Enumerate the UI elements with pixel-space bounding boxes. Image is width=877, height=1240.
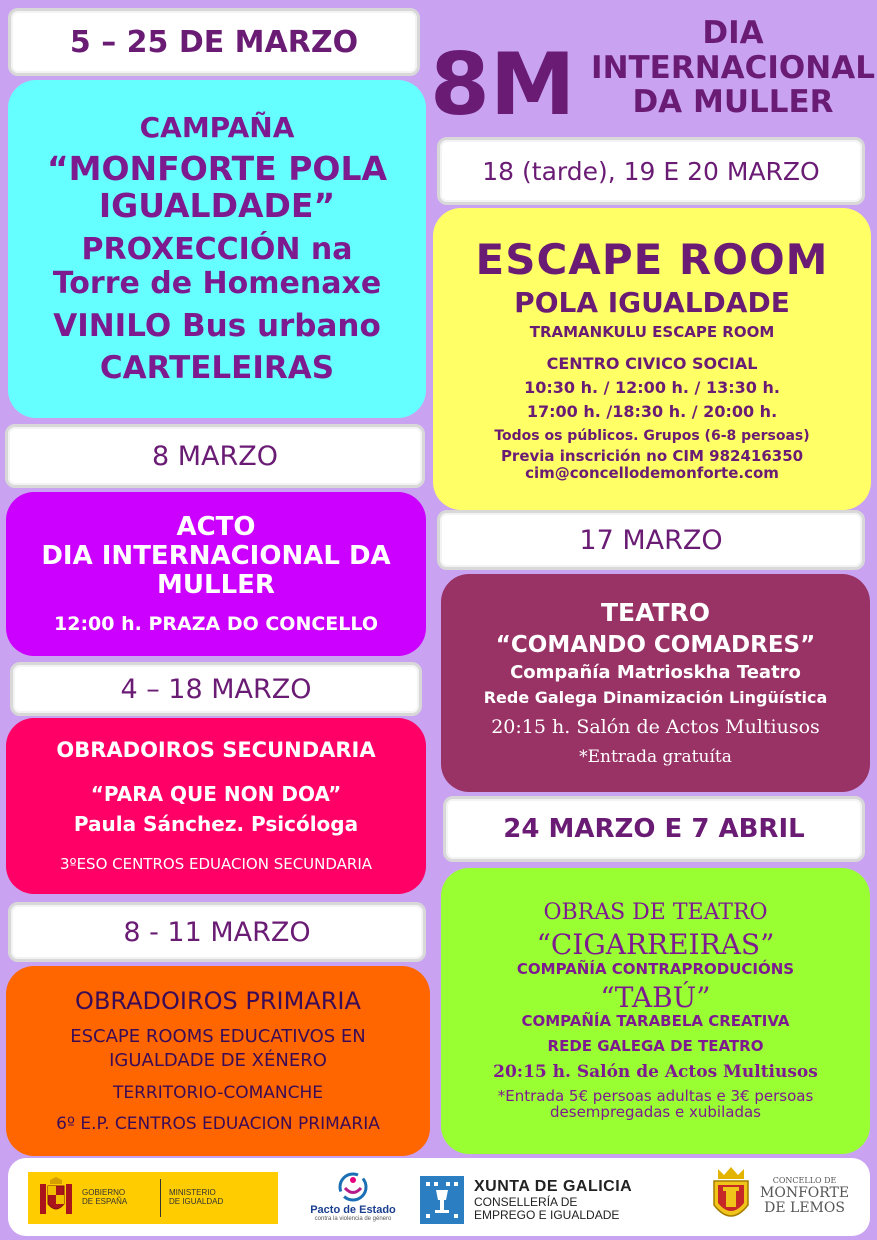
campaign-line: VINILO Bus urbano	[53, 307, 381, 344]
concello-text: CONCELLO DE	[772, 1175, 837, 1185]
escape-subtitle: POLA IGUALDADE	[514, 285, 790, 319]
ministry-text: DE IGUALDAD	[169, 1197, 224, 1206]
teatro-line: Rede Galega Dinamización Lingüística	[483, 687, 828, 707]
teatro-line: TEATRO	[600, 597, 711, 627]
concello-logo	[708, 1164, 868, 1230]
xunta-logo	[420, 1174, 680, 1226]
campaign-line: Torre de Homenaxe	[52, 265, 382, 301]
pacto-emblem-icon	[298, 1170, 408, 1204]
obras-line: “CIGARREIRAS”	[536, 928, 775, 962]
footer-logos	[8, 1158, 870, 1236]
escape-line: Previa inscrición no CIM 982416350	[500, 447, 804, 466]
secundaria-date: 4 – 18 MARZO	[10, 662, 422, 716]
primaria-line: OBRADOIROS PRIMARIA	[75, 987, 361, 1016]
gobierno-logo	[28, 1172, 278, 1224]
xunta-dept: EMPREGO E IGUALDADE	[474, 1207, 620, 1222]
concello-text: MONFORTE	[760, 1184, 850, 1201]
escape-line: cim@concellodemonforte.com	[525, 464, 779, 483]
header-title-line: DIA	[702, 15, 764, 51]
acto-line: DIA INTERNACIONAL DA	[41, 540, 391, 571]
escape-date: 18 (tarde), 19 E 20 MARZO	[437, 137, 865, 205]
campaign-line: CARTELEIRAS	[99, 350, 335, 387]
gov-text: GOBIERNO	[82, 1188, 126, 1198]
secundaria-line: 3ºESO CENTROS EDUACION SECUNDARIA	[59, 854, 373, 873]
primaria-date: 8 - 11 MARZO	[8, 902, 426, 962]
obras-card	[441, 868, 870, 1154]
escape-line: Todos os públicos. Grupos (6-8 persoas)	[494, 427, 810, 444]
campaign-line: IGUALDADE”	[98, 186, 336, 226]
header-title-line: DA MULLER	[632, 84, 834, 121]
campaign-line: PROXECCIÓN na	[81, 232, 353, 268]
obras-line: 20:15 h. Salón de Actos Multiusos	[493, 1061, 818, 1082]
escape-card	[433, 208, 871, 510]
primaria-line: IGUALDADE DE XÉNERO	[109, 1050, 327, 1072]
campaign-card	[8, 80, 426, 418]
obras-line: OBRAS DE TEATRO	[543, 899, 768, 925]
header-8m: 8M	[430, 35, 576, 135]
escape-line: 17:00 h. /18:30 h. / 20:00 h.	[526, 401, 778, 421]
teatro-line: *Entrada gratuíta	[579, 747, 732, 768]
obras-line: *Entrada 5€ persoas adultas e 3€ persoas	[497, 1086, 814, 1105]
teatro-card	[441, 574, 870, 792]
campaign-line: “MONFORTE POLA	[46, 149, 388, 189]
obras-line: desempregadas e xubiladas	[550, 1103, 761, 1122]
pacto-title: Pacto de Estado	[310, 1204, 396, 1216]
xunta-dept: CONSELLERÍA DE	[474, 1194, 578, 1209]
escape-line: 10:30 h. / 12:00 h. / 13:30 h.	[524, 378, 780, 397]
secundaria-line: OBRADOIROS SECUNDARIA	[56, 738, 376, 763]
escape-line: TRAMANKULU ESCAPE ROOM	[529, 323, 775, 342]
campaign-date: 5 – 25 DE MARZO	[8, 8, 420, 76]
acto-line: ACTO	[176, 511, 256, 542]
obras-line: COMPAÑÍA CONTRAPRODUCIÓNS	[516, 959, 795, 978]
secundaria-card	[6, 718, 426, 894]
concello-shield-icon	[708, 1165, 754, 1229]
primaria-card	[6, 966, 430, 1156]
header-title	[588, 16, 877, 120]
header-title-line: INTERNACIONAL	[591, 49, 875, 86]
obras-line: “TABÚ”	[600, 980, 711, 1014]
acto-line: 12:00 h. PRAZA DO CONCELLO	[54, 613, 378, 636]
acto-line: MULLER	[157, 569, 275, 600]
obras-line: COMPAÑÍA TARABELA CREATIVA	[521, 1011, 790, 1030]
campaign-line: CAMPAÑA	[139, 111, 295, 145]
coat-of-arms-icon	[36, 1176, 76, 1220]
escape-title: ESCAPE ROOM	[475, 234, 829, 284]
concello-text: DE LEMOS	[764, 1200, 845, 1217]
pacto-logo	[298, 1170, 408, 1228]
secundaria-line: Paula Sánchez. Psicóloga	[73, 812, 359, 837]
obras-date: 24 MARZO E 7 ABRIL	[443, 796, 865, 862]
teatro-line: “COMANDO COMADRES”	[495, 631, 816, 658]
secundaria-line: “PARA QUE NON DOA”	[90, 781, 342, 806]
primaria-line: 6º E.P. CENTROS EDUACION PRIMARIA	[56, 1113, 380, 1134]
teatro-date: 17 MARZO	[437, 510, 865, 570]
ministry-text: MINISTERIO	[169, 1188, 216, 1198]
escape-line: CENTRO CIVICO SOCIAL	[546, 354, 758, 374]
pacto-subtitle: contra la violencia de género	[314, 1216, 392, 1223]
teatro-line: 20:15 h. Salón de Actos Multiusos	[491, 715, 820, 738]
gov-text: DE ESPAÑA	[82, 1197, 128, 1206]
xunta-shield-icon	[420, 1176, 464, 1224]
acto-date: 8 MARZO	[5, 424, 425, 488]
xunta-title: XUNTA DE GALICIA	[474, 1177, 633, 1195]
obras-line: REDE GALEGA DE TEATRO	[547, 1036, 764, 1055]
acto-card	[6, 492, 426, 656]
primaria-line: TERRITORIO-COMANCHE	[112, 1082, 323, 1103]
teatro-line: Compañía Matrioskha Teatro	[510, 661, 801, 683]
primaria-line: ESCAPE ROOMS EDUCATIVOS EN	[70, 1026, 366, 1048]
